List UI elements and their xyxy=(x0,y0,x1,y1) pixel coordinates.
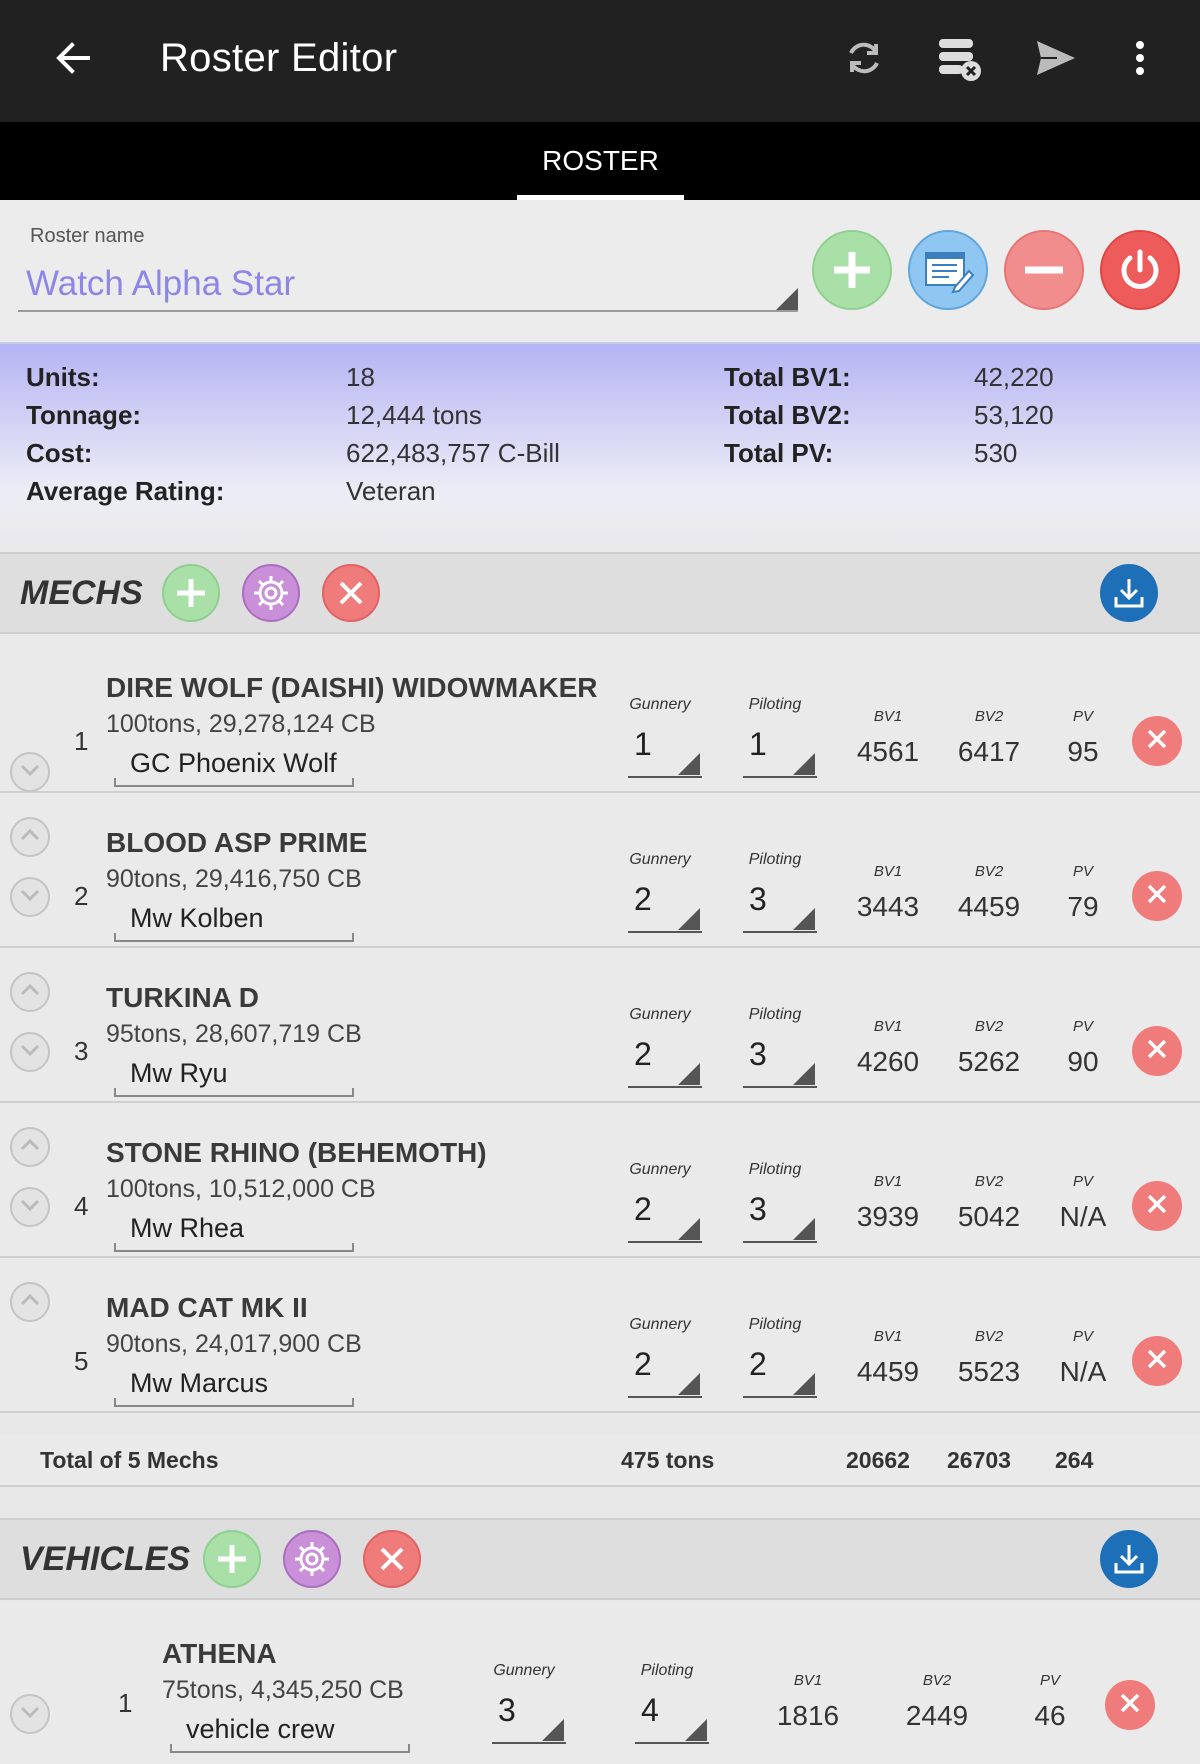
gunnery-label: Gunnery xyxy=(629,696,691,713)
chevron-down-icon xyxy=(17,882,43,913)
remove-roster-button[interactable] xyxy=(1004,230,1084,310)
gunnery-underline xyxy=(628,1396,702,1398)
mech-row xyxy=(0,948,1200,1103)
bv2-label: BV2 xyxy=(922,1672,952,1689)
chevron-down-icon xyxy=(17,1037,43,1068)
move-up-button[interactable] xyxy=(10,1282,50,1322)
cost-label: Cost: xyxy=(26,438,93,468)
piloting-value[interactable]: 2 xyxy=(749,1346,767,1382)
unit-tonnage-cost: 75tons, 4,345,250 CB xyxy=(162,1676,404,1704)
piloting-value[interactable]: 3 xyxy=(749,1191,767,1227)
download-vehicles-button[interactable] xyxy=(1100,1530,1158,1588)
pv-value: N/A xyxy=(1059,1201,1107,1232)
pilot-name-field[interactable]: GC Phoenix Wolf xyxy=(130,748,337,778)
bv1-label: BV1 xyxy=(873,1018,903,1035)
download-mechs-button[interactable] xyxy=(1100,564,1158,622)
gunnery-dropdown-icon[interactable] xyxy=(678,1373,700,1395)
vehicles-title: VEHICLES xyxy=(20,1540,191,1578)
unit-index: 1 xyxy=(118,1688,133,1718)
pv-value: N/A xyxy=(1059,1356,1107,1387)
pilot-underline-tick xyxy=(352,1243,354,1251)
pilot-name-field[interactable]: Mw Marcus xyxy=(130,1368,269,1398)
units-value: 18 xyxy=(346,362,375,392)
gunnery-value[interactable]: 2 xyxy=(634,881,652,917)
pilot-underline-tick xyxy=(352,778,354,786)
power-button[interactable] xyxy=(1100,230,1180,310)
delete-unit-button[interactable] xyxy=(1132,1336,1182,1386)
bv1-value: 4260 xyxy=(856,1046,920,1077)
bv1-label: BV1 xyxy=(873,863,903,880)
more-vert-icon[interactable] xyxy=(1112,30,1168,86)
mech-row xyxy=(0,793,1200,948)
roster-name-panel xyxy=(0,200,1200,342)
gunnery-value[interactable]: 1 xyxy=(634,726,652,762)
move-up-button[interactable] xyxy=(10,817,50,857)
chevron-up-icon xyxy=(17,1287,43,1318)
gunnery-value[interactable]: 2 xyxy=(634,1346,652,1382)
pv-value: 90 xyxy=(1067,1046,1099,1077)
gunnery-value[interactable]: 2 xyxy=(634,1036,652,1072)
chevron-up-icon xyxy=(17,1132,43,1163)
gunnery-dropdown-icon[interactable] xyxy=(542,1719,564,1741)
tab-bar xyxy=(0,122,1200,200)
mechs-total-label: Total of 5 Mechs xyxy=(40,1447,219,1473)
bv1-label: BV1 xyxy=(873,1173,903,1190)
gunnery-value[interactable]: 2 xyxy=(634,1191,652,1227)
gunnery-underline xyxy=(628,776,702,778)
piloting-value[interactable]: 3 xyxy=(749,881,767,917)
mech-row xyxy=(0,1103,1200,1258)
bv2-label: BV2 xyxy=(974,1173,1004,1190)
move-down-button[interactable] xyxy=(10,877,50,917)
close-icon xyxy=(1144,1346,1170,1377)
piloting-label: Piloting xyxy=(748,696,802,713)
delete-unit-button[interactable] xyxy=(1105,1680,1155,1730)
bv2-label: BV2 xyxy=(974,1018,1004,1035)
clear-list-icon[interactable] xyxy=(930,30,986,86)
unit-tonnage-cost: 90tons, 24,017,900 CB xyxy=(106,1330,362,1358)
move-up-button[interactable] xyxy=(10,1127,50,1167)
pv-label: PV xyxy=(1039,1672,1060,1689)
pilot-underline xyxy=(170,1751,410,1753)
pilot-underline-tick xyxy=(114,778,116,786)
gunnery-label: Gunnery xyxy=(629,1161,691,1178)
mechs-total-pv: 264 xyxy=(1055,1447,1094,1473)
pilot-underline xyxy=(114,940,354,942)
edit-notes-button[interactable] xyxy=(908,230,988,310)
vehicle-row xyxy=(0,1602,1200,1764)
move-down-button[interactable] xyxy=(10,1032,50,1072)
download-icon xyxy=(1111,575,1147,611)
pilot-name-field[interactable]: vehicle crew xyxy=(186,1714,335,1744)
pv-label: PV xyxy=(1072,1328,1093,1345)
mechs-title: MECHS xyxy=(20,574,143,612)
delete-unit-button[interactable] xyxy=(1132,716,1182,766)
gunnery-underline xyxy=(628,1241,702,1243)
move-down-button[interactable] xyxy=(10,1694,50,1734)
mech-settings-button[interactable] xyxy=(242,564,300,622)
bv1-value: 1816 xyxy=(776,1700,840,1731)
mech-row xyxy=(0,638,1200,793)
unit-index: 3 xyxy=(74,1036,89,1066)
gear-icon xyxy=(251,573,291,613)
roster-name-input[interactable]: Watch Alpha Star xyxy=(26,264,296,303)
unit-name[interactable]: MAD CAT MK II xyxy=(106,1292,308,1323)
bv2-value: 5042 xyxy=(957,1201,1021,1232)
gunnery-value[interactable]: 3 xyxy=(498,1692,516,1728)
total-bv2-label: Total BV2: xyxy=(724,400,851,430)
bv2-value: 6417 xyxy=(957,736,1021,767)
roster-name-underline xyxy=(18,310,798,312)
piloting-label: Piloting xyxy=(640,1662,694,1679)
roster-summary xyxy=(0,342,1200,552)
pilot-underline-tick xyxy=(352,1088,354,1096)
add-roster-button[interactable] xyxy=(812,230,892,310)
piloting-dropdown-icon[interactable] xyxy=(685,1719,707,1741)
piloting-value[interactable]: 4 xyxy=(641,1692,659,1728)
send-icon[interactable] xyxy=(1028,30,1084,86)
units-label: Units: xyxy=(26,362,100,392)
bv1-label: BV1 xyxy=(793,1672,823,1689)
unit-tonnage-cost: 100tons, 29,278,124 CB xyxy=(106,710,376,738)
pilot-underline-tick xyxy=(408,1744,410,1752)
piloting-dropdown-icon[interactable] xyxy=(793,753,815,775)
chevron-up-icon xyxy=(17,822,43,853)
unit-index: 1 xyxy=(74,726,89,756)
bv1-label: BV1 xyxy=(873,708,903,725)
pilot-underline-tick xyxy=(114,1088,116,1096)
piloting-dropdown-icon[interactable] xyxy=(793,908,815,930)
cost-value: 622,483,757 C-Bill xyxy=(346,438,560,468)
clear-vehicles-button[interactable] xyxy=(363,1530,421,1588)
move-up-button[interactable] xyxy=(10,972,50,1012)
pv-value: 46 xyxy=(1034,1700,1066,1731)
gunnery-label: Gunnery xyxy=(629,851,691,868)
roster-name-label: Roster name xyxy=(30,225,145,247)
piloting-dropdown-icon[interactable] xyxy=(793,1063,815,1085)
gunnery-underline xyxy=(628,931,702,933)
bv2-value: 4459 xyxy=(957,891,1021,922)
total-bv2-value: 53,120 xyxy=(974,400,1054,430)
piloting-underline xyxy=(743,1086,817,1088)
pv-label: PV xyxy=(1072,708,1093,725)
close-icon xyxy=(377,1544,407,1574)
add-vehicle-button[interactable] xyxy=(203,1530,261,1588)
bv2-label: BV2 xyxy=(974,863,1004,880)
move-down-button[interactable] xyxy=(10,1187,50,1227)
clear-mechs-button[interactable] xyxy=(322,564,380,622)
delete-unit-button[interactable] xyxy=(1132,871,1182,921)
gunnery-dropdown-icon[interactable] xyxy=(678,753,700,775)
bv2-value: 2449 xyxy=(905,1700,969,1731)
average-rating-label: Average Rating: xyxy=(26,476,225,506)
pilot-underline-tick xyxy=(352,1398,354,1406)
refresh-icon[interactable] xyxy=(836,30,892,86)
mechs-total-bv1: 20662 xyxy=(846,1447,910,1473)
vehicles-section-header xyxy=(0,1518,1200,1600)
gunnery-label: Gunnery xyxy=(629,1316,691,1333)
chevron-down-icon xyxy=(17,757,43,788)
pv-label: PV xyxy=(1072,1018,1093,1035)
mechs-total-row xyxy=(0,1435,1200,1487)
pilot-underline-tick xyxy=(114,1243,116,1251)
mechs-section-header xyxy=(0,552,1200,634)
piloting-label: Piloting xyxy=(748,851,802,868)
pilot-underline xyxy=(114,785,354,787)
pilot-name-field[interactable]: Mw Ryu xyxy=(130,1058,228,1088)
piloting-underline xyxy=(743,776,817,778)
pilot-underline xyxy=(114,1095,354,1097)
close-icon xyxy=(1144,881,1170,912)
piloting-value[interactable]: 1 xyxy=(749,726,767,762)
unit-index: 4 xyxy=(74,1191,89,1221)
mechs-total-bv2: 26703 xyxy=(947,1447,1011,1473)
bv1-value: 4459 xyxy=(856,1356,920,1387)
bv2-value: 5262 xyxy=(957,1046,1021,1077)
add-mech-button[interactable] xyxy=(162,564,220,622)
move-down-button[interactable] xyxy=(10,752,50,792)
chevron-down-icon xyxy=(17,1699,43,1730)
pilot-name-field[interactable]: Mw Kolben xyxy=(130,903,264,933)
pilot-underline xyxy=(114,1250,354,1252)
gunnery-label: Gunnery xyxy=(629,1006,691,1023)
piloting-underline xyxy=(743,1396,817,1398)
gear-icon xyxy=(292,1539,332,1579)
pilot-underline xyxy=(114,1405,354,1407)
back-arrow-icon[interactable] xyxy=(48,33,98,83)
bv2-label: BV2 xyxy=(974,1328,1004,1345)
delete-unit-button[interactable] xyxy=(1132,1026,1182,1076)
gunnery-underline xyxy=(628,1086,702,1088)
bv1-value: 4561 xyxy=(856,736,920,767)
close-icon xyxy=(1144,1036,1170,1067)
piloting-label: Piloting xyxy=(748,1006,802,1023)
pv-value: 95 xyxy=(1067,736,1099,767)
pv-value: 79 xyxy=(1067,891,1099,922)
unit-index: 2 xyxy=(74,881,89,911)
plus-icon xyxy=(829,247,875,293)
bv1-value: 3443 xyxy=(856,891,920,922)
tab-roster[interactable]: ROSTER xyxy=(542,145,659,176)
tonnage-value: 12,444 tons xyxy=(346,400,482,430)
gunnery-underline xyxy=(492,1742,566,1744)
chevron-down-icon xyxy=(17,1192,43,1223)
pv-label: PV xyxy=(1072,863,1093,880)
vehicle-settings-button[interactable] xyxy=(283,1530,341,1588)
unit-index: 5 xyxy=(74,1346,89,1376)
piloting-dropdown-icon[interactable] xyxy=(793,1218,815,1240)
close-icon xyxy=(1117,1690,1143,1721)
close-icon xyxy=(336,578,366,608)
bv2-value: 5523 xyxy=(957,1356,1021,1387)
download-icon xyxy=(1111,1541,1147,1577)
app-bar xyxy=(0,0,1200,122)
pilot-underline-tick xyxy=(114,933,116,941)
unit-name[interactable]: ATHENA xyxy=(162,1638,277,1669)
unit-name[interactable]: TURKINA D xyxy=(106,982,259,1013)
power-icon xyxy=(1116,246,1164,294)
minus-icon xyxy=(1021,247,1067,293)
plus-icon xyxy=(215,1542,249,1576)
total-pv-value: 530 xyxy=(974,438,1018,468)
pv-label: PV xyxy=(1072,1173,1093,1190)
resize-corner-icon xyxy=(776,288,798,310)
piloting-underline xyxy=(743,931,817,933)
pilot-underline-tick xyxy=(114,1398,116,1406)
unit-name[interactable]: BLOOD ASP PRIME xyxy=(106,827,368,858)
plus-icon xyxy=(174,576,208,610)
piloting-underline xyxy=(743,1241,817,1243)
close-icon xyxy=(1144,1191,1170,1222)
bv1-label: BV1 xyxy=(873,1328,903,1345)
total-pv-label: Total PV: xyxy=(724,438,834,468)
delete-unit-button[interactable] xyxy=(1132,1181,1182,1231)
unit-tonnage-cost: 95tons, 28,607,719 CB xyxy=(106,1020,362,1048)
bv2-label: BV2 xyxy=(974,708,1004,725)
pilot-underline-tick xyxy=(170,1744,172,1752)
bv1-value: 3939 xyxy=(856,1201,920,1232)
piloting-dropdown-icon[interactable] xyxy=(793,1373,815,1395)
unit-name[interactable]: STONE RHINO (BEHEMOTH) xyxy=(106,1137,487,1168)
mech-row xyxy=(0,1258,1200,1413)
gunnery-label: Gunnery xyxy=(493,1662,555,1679)
total-bv1-label: Total BV1: xyxy=(724,362,851,392)
gunnery-dropdown-icon[interactable] xyxy=(678,1218,700,1240)
chevron-up-icon xyxy=(17,977,43,1008)
total-bv1-value: 42,220 xyxy=(974,362,1054,392)
mechs-total-tons: 475 tons xyxy=(621,1447,715,1473)
piloting-label: Piloting xyxy=(748,1161,802,1178)
unit-tonnage-cost: 90tons, 29,416,750 CB xyxy=(106,865,362,893)
unit-tonnage-cost: 100tons, 10,512,000 CB xyxy=(106,1175,376,1203)
gunnery-dropdown-icon[interactable] xyxy=(678,1063,700,1085)
tonnage-label: Tonnage: xyxy=(26,400,142,430)
unit-name[interactable]: DIRE WOLF (DAISHI) WIDOWMAKER xyxy=(106,672,598,703)
pilot-underline-tick xyxy=(352,933,354,941)
app-title: Roster Editor xyxy=(160,36,398,80)
piloting-underline xyxy=(635,1742,709,1744)
piloting-label: Piloting xyxy=(748,1316,802,1333)
notes-edit-icon xyxy=(921,245,975,295)
pilot-name-field[interactable]: Mw Rhea xyxy=(130,1213,245,1243)
close-icon xyxy=(1144,726,1170,757)
gunnery-dropdown-icon[interactable] xyxy=(678,908,700,930)
piloting-value[interactable]: 3 xyxy=(749,1036,767,1072)
average-rating-value: Veteran xyxy=(346,476,436,506)
